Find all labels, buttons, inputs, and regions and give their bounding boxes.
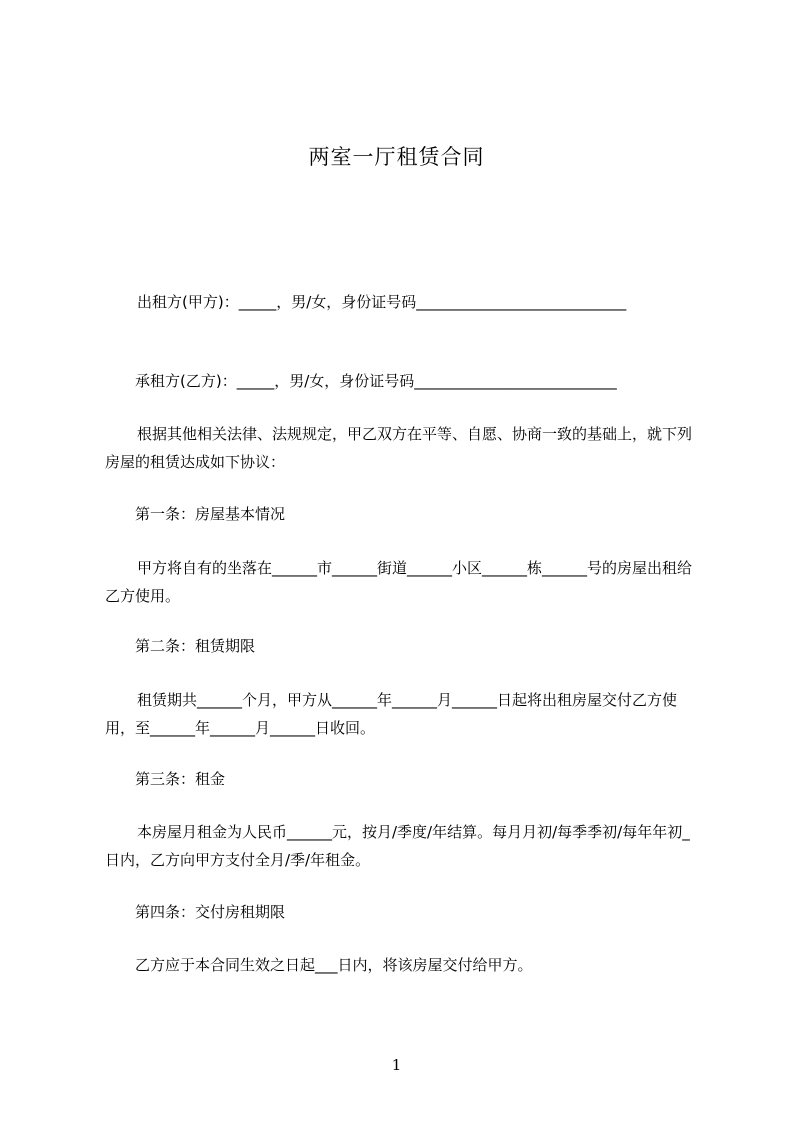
page-title: 两室一厅租赁合同 — [308, 145, 485, 169]
article3-paragraph: 本房屋月租金为人民币______元，按月/季度/年结算。每月月初/每季季初/每年年初_日内，乙方向甲方支付全月/季/年租金。 — [105, 823, 690, 869]
article4-paragraph: 乙方应于本合同生效之日起___日内，将该房屋交付给甲方。 — [135, 956, 533, 974]
article1-heading: 第一条：房屋基本情况 — [135, 505, 286, 523]
article1-paragraph: 甲方将自有的坐落在______市______街道______小区______栋______号的房屋出租给乙方使用。 — [105, 559, 693, 605]
page-number: 1 — [391, 1056, 402, 1074]
lessee-line: 承租方(乙方)：_____，男/女，身份证号码___________________________ — [135, 372, 617, 390]
article2-paragraph: 租赁期共______个月，甲方从______年______月______日起将出租房屋交付乙方使用，至______年______月______日收回。 — [105, 691, 678, 737]
article2-heading: 第二条：租赁期限 — [135, 637, 256, 655]
article3-heading: 第三条：租金 — [135, 770, 226, 788]
lessor-line: 出租方(甲方)：_____，男/女，身份证号码____________________________ — [137, 293, 627, 311]
article4-heading: 第四条：交付房租期限 — [135, 903, 286, 921]
preamble-paragraph: 根据其他相关法律、法规规定，甲乙双方在平等、自愿、协商一致的基础上，就下列房屋的租赁达成如下协议： — [105, 425, 693, 471]
